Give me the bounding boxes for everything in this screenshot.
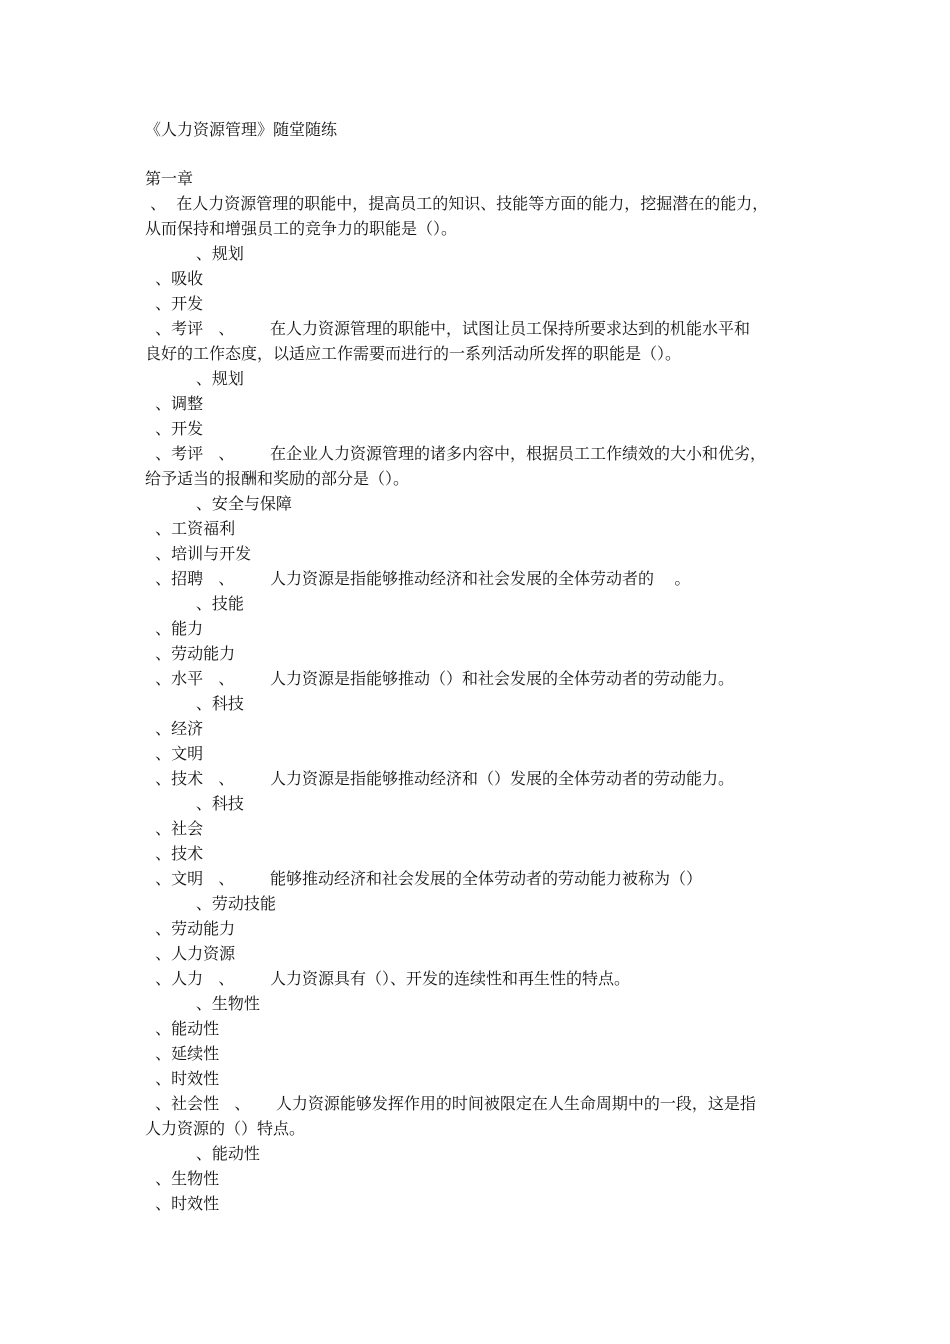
text-line: 、能动性 — [145, 1144, 260, 1163]
text-line: 、人力 、 人力资源具有（）、开发的连续性和再生性的特点。 — [145, 969, 631, 988]
text-line: 、经济 — [145, 719, 204, 738]
text-line: 、劳动能力 — [145, 919, 236, 938]
text-line: 、能动性 — [145, 1019, 220, 1038]
text-line: 、工资福利 — [145, 519, 236, 538]
text-line: 、社会性 、 人力资源能够发挥作用的时间被限定在人生命周期中的一段，这是指 — [145, 1094, 756, 1113]
text-line: 、技术 、 人力资源是指能够推动经济和（）发展的全体劳动者的劳动能力。 — [145, 769, 735, 788]
text-line: 、培训与开发 — [145, 544, 252, 563]
text-line: 、规划 — [145, 369, 244, 388]
text-line: 、开发 — [145, 294, 204, 313]
text-line: 、时效性 — [145, 1069, 220, 1088]
text-line: 、文明 — [145, 744, 204, 763]
text-line: 、调整 — [145, 394, 204, 413]
text-line: 、吸收 — [145, 269, 204, 288]
text-line: 、 在人力资源管理的职能中，提高员工的知识、技能等方面的能力，挖掘潜在的能力， — [145, 194, 769, 213]
text-line: 、科技 — [145, 794, 244, 813]
text-line: 、劳动能力 — [145, 644, 236, 663]
text-line: 、社会 — [145, 819, 204, 838]
text-line: 、招聘 、 人力资源是指能够推动经济和社会发展的全体劳动者的 。 — [145, 569, 691, 588]
text-line: 、人力资源 — [145, 944, 236, 963]
text-line: 、考评 、 在企业人力资源管理的诸多内容中，根据员工工作绩效的大小和优劣， — [145, 444, 767, 463]
text-line: 人力资源的（）特点。 — [145, 1119, 306, 1138]
document-title: 《人力资源管理》随堂随练 — [145, 120, 338, 139]
text-line: 、生物性 — [145, 1169, 220, 1188]
text-line: 、能力 — [145, 619, 204, 638]
text-line: 、技术 — [145, 844, 204, 863]
text-line: 给予适当的报酬和奖励的部分是（）。 — [145, 469, 410, 488]
text-line: 、时效性 — [145, 1194, 220, 1213]
text-line: 、考评 、 在人力资源管理的职能中，试图让员工保持所要求达到的机能水平和 — [145, 319, 751, 338]
text-line: 、科技 — [145, 694, 244, 713]
text-line: 从而保持和增强员工的竞争力的职能是（）。 — [145, 219, 458, 238]
text-line: 、安全与保障 — [145, 494, 292, 513]
text-line: 、劳动技能 — [145, 894, 276, 913]
text-line: 、文明 、 能够推动经济和社会发展的全体劳动者的劳动能力被称为（） — [145, 869, 703, 888]
text-line: 、开发 — [145, 419, 204, 438]
text-line: 、规划 — [145, 244, 244, 263]
text-line: 、延续性 — [145, 1044, 220, 1063]
text-line: 、生物性 — [145, 994, 260, 1013]
chapter-heading: 第一章 — [145, 169, 194, 188]
text-line: 良好的工作态度，以适应工作需要而进行的一系列活动所发挥的职能是（）。 — [145, 344, 682, 363]
text-line: 、水平 、 人力资源是指能够推动（）和社会发展的全体劳动者的劳动能力。 — [145, 669, 735, 688]
text-line: 、技能 — [145, 594, 244, 613]
